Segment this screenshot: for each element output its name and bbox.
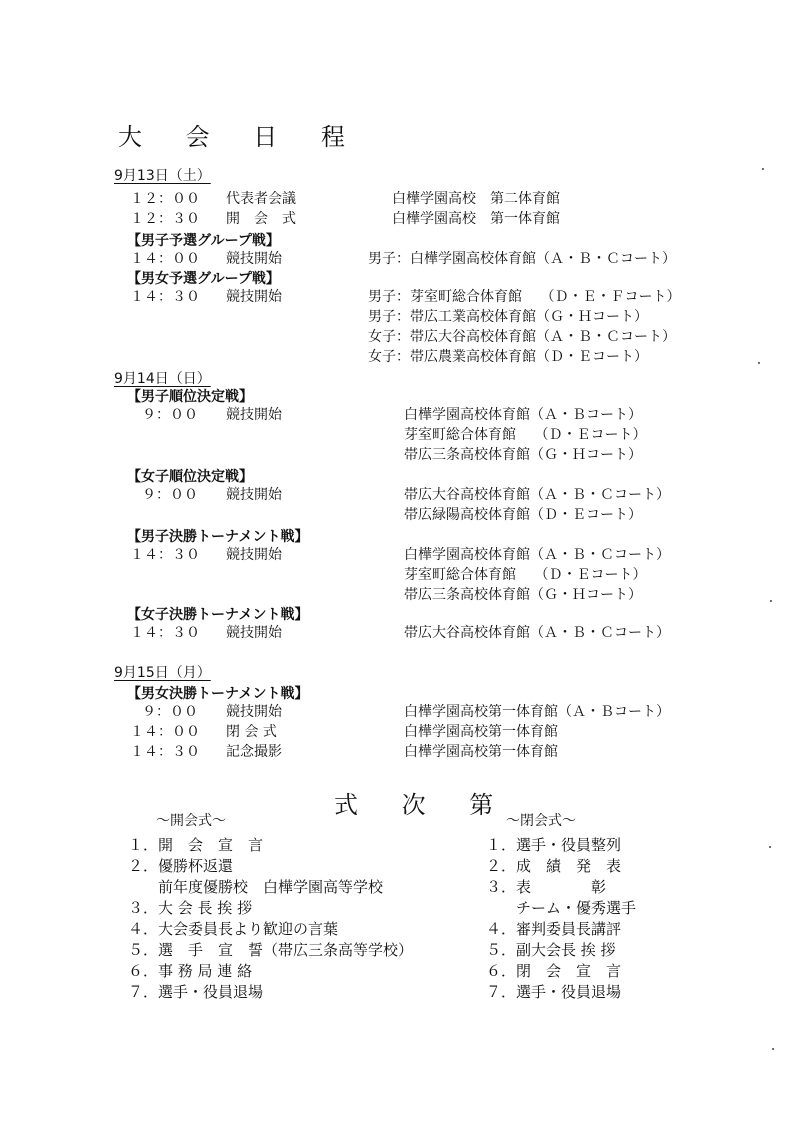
- event: 競技開始: [226, 487, 282, 503]
- venue: 男子：芽室町総合体育館 （Ｄ・Ｅ・Ｆコート）: [368, 289, 681, 305]
- event: 閉 会 式: [226, 724, 277, 740]
- opening-heading: ～開会式～: [156, 813, 226, 829]
- time: １４：００: [130, 251, 200, 267]
- closing-item: ３．表 彰: [486, 878, 607, 896]
- scan-speck: [769, 846, 771, 848]
- event: 開 会 式: [226, 211, 296, 227]
- venue: 帯広大谷高校体育館（Ａ・Ｂ・Ｃコート）: [404, 625, 670, 641]
- event: 記念撮影: [226, 744, 282, 760]
- section-heading: 【男女予選グループ戦】: [127, 271, 280, 287]
- time: １４：３０: [130, 289, 200, 305]
- event: 競技開始: [226, 407, 282, 423]
- section-heading: 【男女決勝トーナメント戦】: [127, 686, 309, 702]
- scan-speck: [762, 168, 764, 170]
- closing-item: １．選手・役員整列: [486, 836, 622, 854]
- venue: 白樺学園高校第一体育館: [404, 744, 558, 760]
- closing-item: ２．成 績 発 表: [486, 857, 622, 875]
- event: 競技開始: [226, 251, 282, 267]
- venue: 芽室町総合体育館 （Ｄ・Ｅコート）: [404, 427, 647, 443]
- venue: 女子：帯広大谷高校体育館（Ａ・Ｂ・Ｃコート）: [368, 329, 676, 345]
- scan-speck: [772, 1048, 774, 1050]
- closing-item: ６．閉 会 宣 言: [486, 962, 622, 980]
- venue: 白樺学園高校体育館（Ａ・Ｂコート）: [404, 407, 642, 423]
- time: ９：００: [142, 704, 198, 720]
- closing-heading: ～閉会式～: [506, 813, 576, 829]
- section-heading: 【男子順位決定戦】: [127, 389, 253, 405]
- time: １４：３０: [130, 744, 200, 760]
- closing-item: チーム・優秀選手: [486, 899, 637, 917]
- closing-item: ５．副大会長 挨 拶: [486, 941, 616, 959]
- ceremony-title: 式 次 第: [334, 791, 512, 819]
- schedule-title: 大 会 日 程: [118, 123, 363, 151]
- date-day3: 9月15日（月）: [114, 665, 211, 681]
- venue: 白樺学園高校第一体育館（Ａ・Ｂコート）: [404, 704, 670, 720]
- time: １４：３０: [130, 547, 200, 563]
- venue: 男子：白樺学園高校体育館（Ａ・Ｂ・Ｃコート）: [368, 251, 676, 267]
- closing-item: ７．選手・役員退場: [486, 983, 622, 1001]
- event: 競技開始: [226, 547, 282, 563]
- time: ９：００: [142, 487, 198, 503]
- venue: 白樺学園高校 第一体育館: [392, 211, 560, 227]
- venue: 帯広三条高校体育館（Ｇ・Ｈコート）: [404, 587, 642, 603]
- section-heading: 【女子順位決定戦】: [127, 469, 253, 485]
- venue: 帯広緑陽高校体育館（Ｄ・Ｅコート）: [404, 507, 642, 523]
- venue: 帯広大谷高校体育館（Ａ・Ｂ・Ｃコート）: [404, 487, 670, 503]
- section-heading: 【女子決勝トーナメント戦】: [127, 607, 309, 623]
- time: １２：３０: [130, 211, 200, 227]
- venue: 白樺学園高校第一体育館: [404, 724, 558, 740]
- time: １４：００: [130, 724, 200, 740]
- opening-item: ３．大 会 長 挨 拶: [128, 899, 253, 917]
- opening-item: 前年度優勝校 白樺学園高等学校: [128, 878, 384, 896]
- venue: 男子：帯広工業高校体育館（Ｇ・Ｈコート）: [368, 309, 648, 325]
- section-heading: 【男子予選グループ戦】: [127, 233, 280, 249]
- closing-item: ４．審判委員長講評: [486, 920, 622, 938]
- venue: 芽室町総合体育館 （Ｄ・Ｅコート）: [404, 567, 647, 583]
- time: １２：００: [130, 191, 200, 207]
- event: 競技開始: [226, 289, 282, 305]
- opening-item: ７．選手・役員退場: [128, 983, 264, 1001]
- time: １４：３０: [130, 625, 200, 641]
- venue: 帯広三条高校体育館（Ｇ・Ｈコート）: [404, 447, 642, 463]
- scan-speck: [758, 362, 760, 364]
- event: 代表者会議: [226, 191, 296, 207]
- date-day1: 9月13日（土）: [114, 168, 211, 184]
- event: 競技開始: [226, 625, 282, 641]
- venue: 白樺学園高校体育館（Ａ・Ｂ・Ｃコート）: [404, 547, 670, 563]
- opening-item: ６．事 務 局 連 絡: [128, 962, 253, 980]
- section-heading: 【男子決勝トーナメント戦】: [127, 529, 309, 545]
- venue: 白樺学園高校 第二体育館: [392, 191, 560, 207]
- opening-item: ４．大会委員長より歓迎の言葉: [128, 920, 339, 938]
- opening-item: １．開 会 宣 言: [128, 836, 264, 854]
- opening-item: ２．優勝杯返還: [128, 857, 234, 875]
- opening-item: ５．選 手 宣 誓（帯広三条高等学校）: [128, 941, 414, 959]
- event: 競技開始: [226, 704, 282, 720]
- time: ９：００: [142, 407, 198, 423]
- scan-speck: [770, 600, 772, 602]
- date-day2: 9月14日（日）: [114, 371, 211, 387]
- venue: 女子：帯広農業高校体育館（Ｄ・Ｅコート）: [368, 349, 648, 365]
